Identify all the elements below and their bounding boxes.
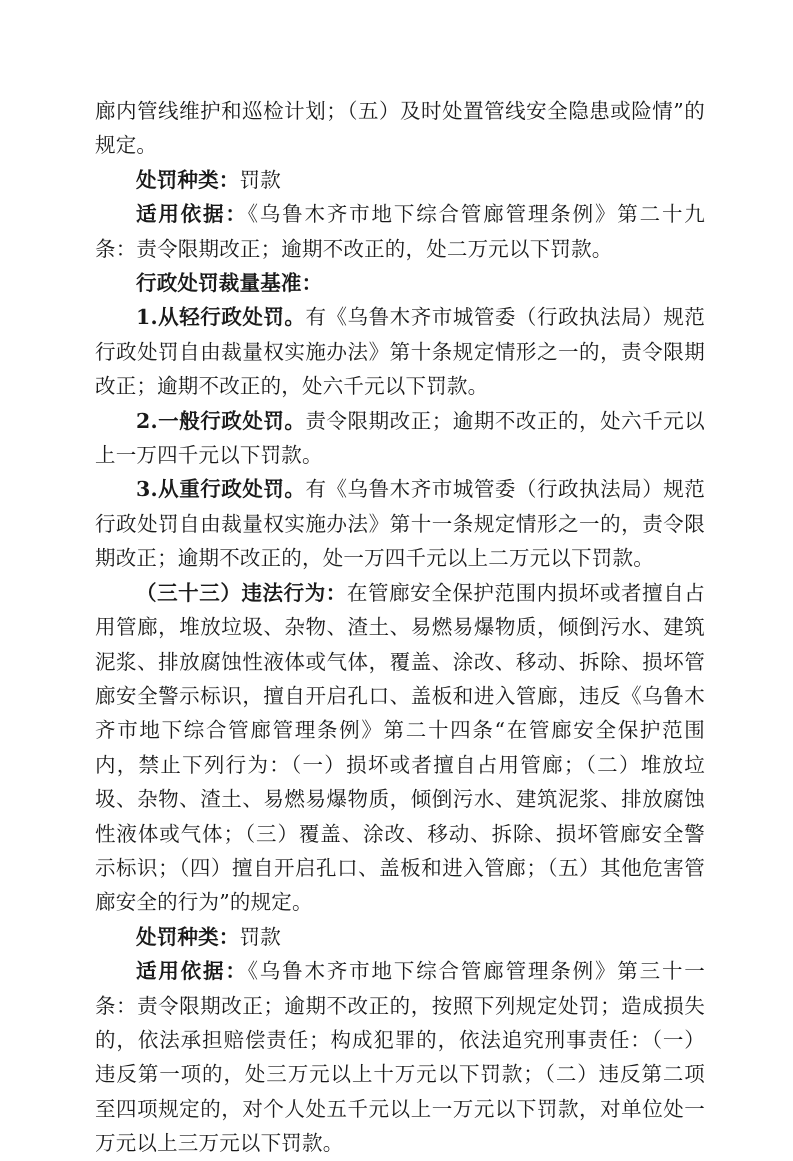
paragraph-lead: 处罚种类： <box>136 924 240 949</box>
paragraph-lead: 行政处罚裁量基准： <box>136 271 323 296</box>
paragraph-continuation <box>95 94 705 163</box>
paragraph-text: 有《乌鲁木齐市城管委（行政执法局）规范行政处罚自由裁量权实施办法》第十条规定情形之一的，责令限期改正；逾期不改正的，处六千元以下罚款。 <box>95 305 705 399</box>
paragraph-severe-penalty <box>95 472 705 575</box>
paragraph-text: 《乌鲁木齐市地下综合管廊管理条例》第二十九条：责令限期改正；逾期不改正的，处二万元以下罚款。 <box>95 202 706 261</box>
paragraph-violation-33 <box>95 576 705 920</box>
paragraph-lead: （三十三）违法行为： <box>136 580 347 605</box>
paragraph-penalty-type <box>95 163 705 197</box>
paragraph-text: 《乌鲁木齐市地下综合管廊管理条例》第三十一条：责令限期改正；逾期不改正的，按照下列规定处罚；造成损失的，依法承担赔偿责任；构成犯罪的，依法追究刑事责任：（一）违反第一项的，处三万元以上十万元以下罚款；（二）违反第二项至四项规定的，对个人处五千元以上一万元以下罚款，对单位处一万元以上三万元以下罚款。 <box>95 959 706 1156</box>
paragraph-text: 罚款 <box>239 924 281 949</box>
paragraph-lead: 处罚种类： <box>136 167 240 192</box>
document-body <box>95 94 705 1161</box>
paragraph-penalty-type <box>95 920 705 954</box>
paragraph-text: 在管廊安全保护范围内损坏或者擅自占用管廊，堆放垃圾、杂物、渣土、易燃易爆物质，倾倒污水、建筑泥浆、排放腐蚀性液体或气体，覆盖、涂改、移动、拆除、损坏管廊安全警示标识，擅自开启孔口、盖板和进入管廊，违反《乌鲁木齐市地下综合管廊管理条例》第二十四条“在管廊安全保护范围内，禁止下列行为：（一）损坏或者擅自占用管廊；（二）堆放垃圾、杂物、渣土、易燃易爆物质，倾倒污水、建筑泥浆、排放腐蚀性液体或气体；（三）覆盖、涂改、移动、拆除、损坏管廊安全警示标识；（四）擅自开启孔口、盖板和进入管廊；（五）其他危害管廊安全的行为”的规定。 <box>95 580 706 915</box>
paragraph-lead: 1.从轻行政处罚。 <box>136 305 306 330</box>
paragraph-text: 有《乌鲁木齐市城管委（行政执法局）规范行政处罚自由裁量权实施办法》第十一条规定情形之一的，责令限期改正；逾期不改正的，处一万四千元以上二万元以下罚款。 <box>95 477 705 571</box>
paragraph-lead: 2.一般行政处罚。 <box>136 408 306 433</box>
paragraph-lead: 适用依据： <box>136 959 248 984</box>
paragraph-lenient-penalty <box>95 300 705 403</box>
paragraph-legal-basis <box>95 197 705 266</box>
paragraph-text: 罚款 <box>239 167 281 192</box>
paragraph-discretion-heading <box>95 266 705 300</box>
paragraph-lead: 3.从重行政处罚。 <box>136 477 306 502</box>
paragraph-lead: 适用依据： <box>136 202 248 227</box>
paragraph-text: 责令限期改正；逾期不改正的，处六千元以上一万四千元以下罚款。 <box>95 408 705 468</box>
paragraph-legal-basis <box>95 954 705 1160</box>
paragraph-text: 廊内管线维护和巡检计划；（五）及时处置管线安全隐患或险情”的规定。 <box>95 99 705 158</box>
paragraph-general-penalty <box>95 404 705 473</box>
